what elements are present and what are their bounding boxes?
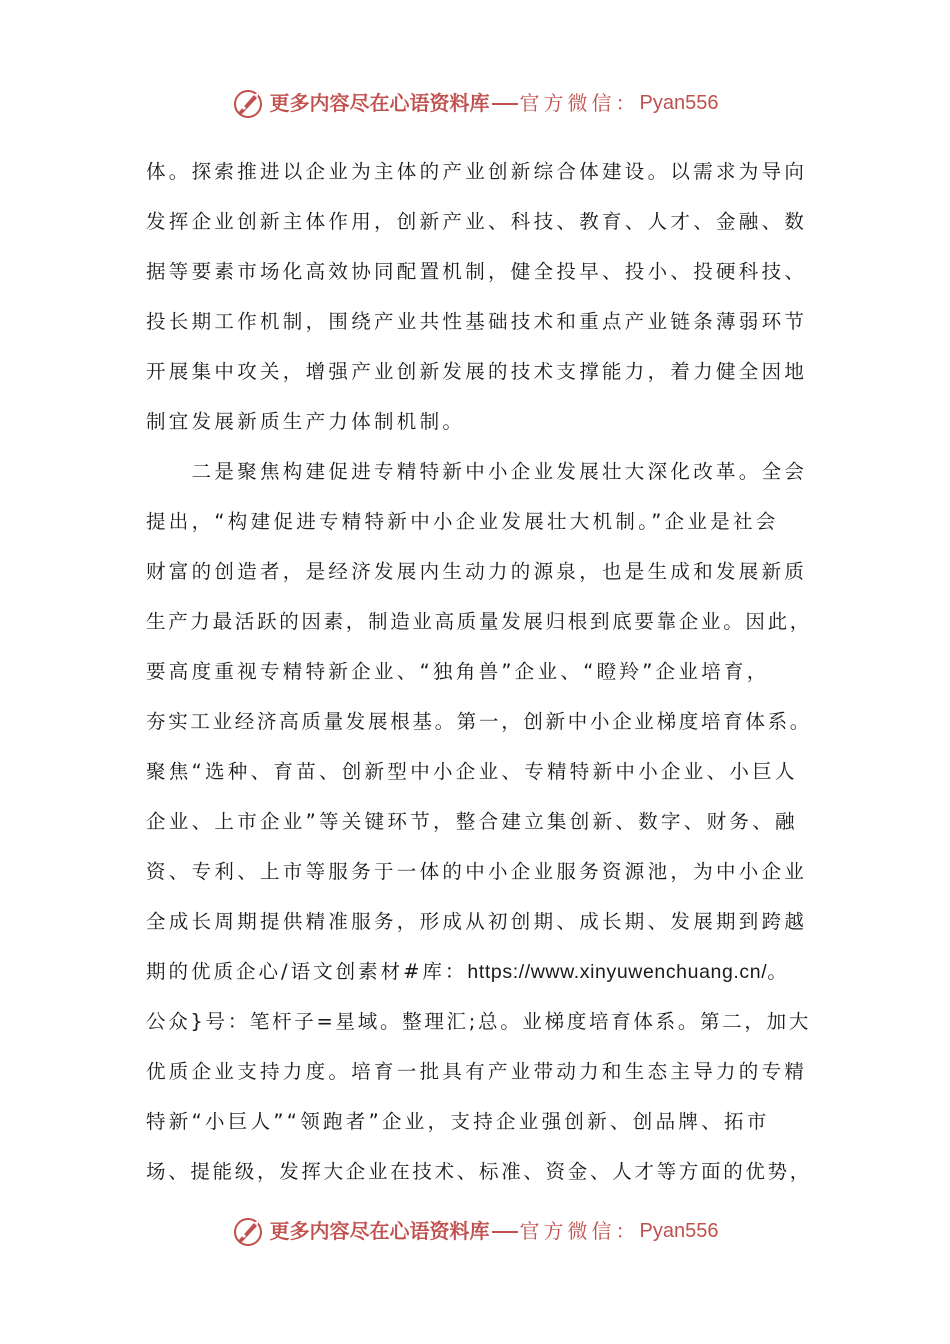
- body-line: 据等要素市场化高效协同配置机制，健全投早、投小、投硬科技、: [146, 260, 808, 283]
- body-line: 投长期工作机制，围绕产业共性基础技术和重点产业链条薄弱环节: [146, 310, 808, 333]
- body-line: 生产力最活跃的因素，制造业高质量发展归根到底要靠企业。因此，: [146, 610, 813, 633]
- body-line: 财富的创造者，是经济发展内生动力的源泉，也是生成和发展新质: [146, 560, 808, 583]
- banner-brand: 更多内容尽在心语资料库: [269, 91, 490, 115]
- body-line: 提出，“构建促进专精特新中小企业发展壮大机制。”企业是社会: [146, 510, 779, 533]
- body-line: 体。探索推进以企业为主体的产业创新综合体建设。以需求为导向: [146, 160, 808, 183]
- body-line: 制宜发展新质生产力体制机制。: [146, 410, 466, 433]
- website-link[interactable]: https://www.xinyuwenchuang.cn/: [467, 961, 768, 983]
- pen-nib-logo-icon: [232, 86, 266, 120]
- url-line-suffix: 。: [767, 960, 790, 983]
- url-line-prefix: 期的优质企心/语文创素材#库：: [146, 960, 468, 983]
- pen-nib-logo-icon: [232, 1214, 266, 1248]
- body-line: 二是聚焦构建促进专精特新中小企业发展壮大深化改革。全会: [146, 460, 808, 483]
- footer-banner: [0, 1214, 950, 1248]
- banner-brand: 更多内容尽在心语资料库: [269, 1219, 490, 1243]
- banner-wechat-label: 官方微信：: [519, 1219, 640, 1243]
- banner-wechat-id: Pyan556: [639, 92, 719, 114]
- body-line: 公众}号：笔杆子=星域。整理汇;总。业梯度培育体系。第二，加大: [146, 1010, 812, 1033]
- body-line: 场、提能级，发挥大企业在技术、标准、资金、人才等方面的优势，: [146, 1160, 813, 1183]
- body-line: 开展集中攻关，增强产业创新发展的技术支撑能力，着力健全因地: [146, 360, 808, 383]
- banner-separator: [492, 1231, 518, 1233]
- header-banner: [0, 86, 950, 120]
- body-line-with-url: [146, 947, 814, 997]
- body-line: 夯实工业经济高质量发展根基。第一，创新中小企业梯度培育体系。: [146, 710, 813, 733]
- body-line: 企业、上市企业”等关键环节，整合建立集创新、数字、财务、融: [146, 810, 798, 833]
- body-line: 特新“小巨人”“领跑者”企业，支持企业强创新、创品牌、拓市: [146, 1110, 770, 1133]
- document-body: [146, 147, 814, 1197]
- body-line: 聚焦“选种、育苗、创新型中小企业、专精特新中小企业、小巨人: [146, 760, 798, 783]
- body-line: 全成长周期提供精准服务，形成从初创期、成长期、发展期到跨越: [146, 910, 808, 933]
- body-line: 资、专利、上市等服务于一体的中小企业服务资源池，为中小企业: [146, 860, 808, 883]
- body-line: 要高度重视专精特新企业、“独角兽”企业、“瞪羚”企业培育，: [146, 660, 770, 683]
- banner-wechat-label: 官方微信：: [519, 91, 640, 115]
- banner-separator: [492, 103, 518, 105]
- body-line: 优质企业支持力度。培育一批具有产业带动力和生态主导力的专精: [146, 1060, 808, 1083]
- banner-wechat-id: Pyan556: [639, 1220, 719, 1242]
- body-line: 发挥企业创新主体作用，创新产业、科技、教育、人才、金融、数: [146, 210, 808, 233]
